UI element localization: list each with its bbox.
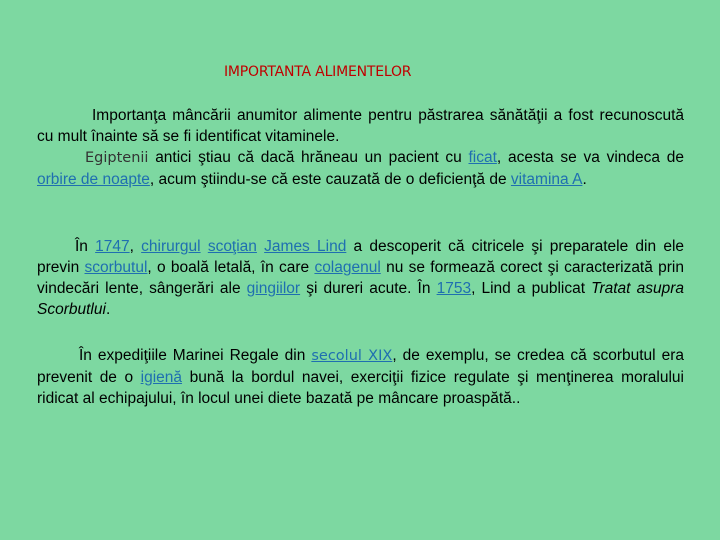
paragraph-1 [37, 105, 684, 190]
text: În [75, 238, 96, 255]
text-egiptenii: Egiptenii [85, 150, 149, 166]
text: şi dureri acute. În [300, 280, 437, 297]
link-igiena[interactable]: igienă [140, 369, 183, 386]
text: antici ştiau că dacă hrăneau un pacient cu [148, 149, 469, 166]
text: . [105, 301, 111, 318]
link-james-lind[interactable]: James Lind [264, 238, 347, 255]
paragraph-2 [37, 236, 684, 320]
book-title: Tratat asupra Scorbutlui [37, 280, 684, 318]
link-gingiilor[interactable]: gingiilor [246, 280, 301, 297]
link-colagenul[interactable]: colagenul [314, 259, 381, 276]
link-vitamina-a[interactable]: vitamina A [510, 171, 583, 188]
text: , acesta se va vindeca de [496, 149, 684, 166]
text: În expediţiile Marinei Regale din [79, 347, 312, 364]
link-1747[interactable]: 1747 [95, 238, 130, 255]
text: bună la bordul navei, exerciţii fizice regulate şi menţinerea moralului ridicat al echipajului, în locul unei diete bazată pe mâncare proaspătă.. [37, 369, 684, 407]
text: a descoperit că citricele şi preparatele din ele previn [37, 238, 685, 276]
link-orbire-de-noapte[interactable]: orbire de noapte [37, 171, 150, 188]
link-ficat[interactable]: ficat [468, 149, 497, 166]
paragraph-3 [37, 345, 684, 409]
page-title: IMPORTANTA ALIMENTELOR [224, 64, 412, 80]
text: , Lind a publicat [471, 280, 592, 297]
text: . [582, 171, 587, 188]
text [201, 238, 208, 255]
text: nu se formează corect şi caracterizată prin vindecări lente, sângerări ale [37, 259, 684, 297]
text: , o boală letală, în care [147, 259, 315, 276]
text: Importanţa mâncării anumitor alimente pentru păstrarea sănătăţii a fost recunoscută cu mult înainte să se fi identificat vitaminele. [37, 107, 684, 145]
link-scotian[interactable]: scoţian [207, 238, 257, 255]
text: , acum ştiindu-se că este cauzată de o deficienţă de [149, 171, 511, 188]
link-secolul-xix[interactable]: secolul XIX [311, 348, 393, 364]
link-chirurgul[interactable]: chirurgul [141, 238, 201, 255]
text: , [129, 238, 142, 255]
link-scorbutul[interactable]: scorbutul [84, 259, 148, 276]
link-1753[interactable]: 1753 [436, 280, 472, 297]
text: , de exemplu, se credea că scorbutul era prevenit de o [37, 347, 684, 386]
